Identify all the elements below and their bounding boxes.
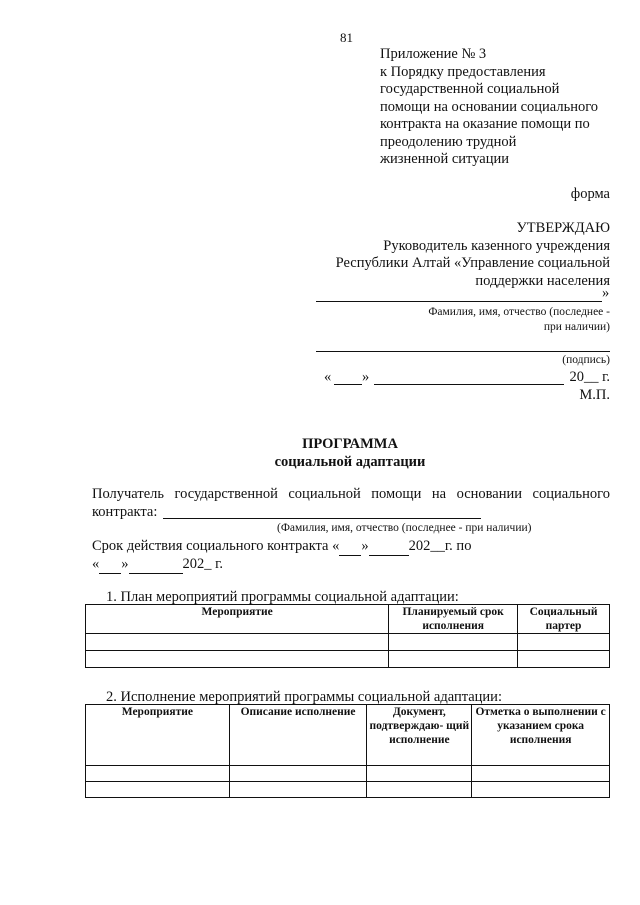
annex-line: преодолению трудной — [380, 133, 517, 150]
section1-heading: 1. План мероприятий программы социальной адаптации: — [106, 589, 459, 605]
exec-cell — [86, 782, 230, 798]
table-row — [86, 782, 610, 798]
name-underline — [316, 288, 602, 302]
forma-label: форма — [570, 186, 610, 202]
date-month-underline — [374, 370, 564, 385]
recipient-hint: (Фамилия, имя, отчество (последнее - при наличии) — [277, 522, 532, 534]
program-title: ПРОГРАММА — [302, 436, 398, 452]
exec-cell — [86, 766, 230, 782]
term-text: » — [361, 538, 369, 554]
closing-quote: » — [602, 285, 610, 301]
fio-hint — [428, 305, 610, 335]
term-text: Срок действия социального контракта « — [92, 538, 340, 554]
fio-hint-line: Фамилия, имя, отчество (последнее - — [428, 306, 610, 318]
annex-line: помощи на основании социального — [380, 98, 599, 115]
table-row — [86, 766, 610, 782]
recipient-underline — [163, 503, 481, 519]
exec-col-header: Мероприятие — [86, 705, 230, 766]
term-line-1 — [92, 538, 471, 556]
term-text: « — [92, 556, 100, 572]
table-row — [86, 634, 610, 651]
signature-underline — [316, 339, 610, 352]
approval-heading: УТВЕРЖДАЮ — [516, 220, 610, 236]
page-number: 81 — [340, 30, 353, 45]
approval-line: Республики Алтай «Управление социальной — [335, 255, 610, 271]
fio-hint-line: при наличии) — [543, 321, 610, 333]
plan-cell — [518, 651, 610, 668]
exec-col-header: Отметка о выполнении с указанием срока исполнения — [472, 705, 610, 766]
plan-cell — [86, 651, 389, 668]
date-year: 20__ г. — [569, 369, 610, 385]
annex-line: к Порядку предоставления — [380, 63, 546, 80]
annex-line: государственной социальной — [380, 81, 560, 97]
term-day-blank — [99, 556, 121, 574]
recipient-line: Получатель государственной социальной помощи на основании социального — [92, 486, 610, 502]
section2-heading: 2. Исполнение мероприятий программы социальной адаптации: — [106, 689, 502, 705]
execution-table — [85, 704, 610, 798]
annex-line: контракта на оказание помощи по — [380, 116, 590, 132]
exec-cell — [367, 766, 472, 782]
approval-line: Руководитель казенного учреждения — [383, 237, 610, 254]
table-row — [86, 651, 610, 668]
exec-cell — [472, 782, 610, 798]
term-month-blank — [369, 538, 409, 556]
term-month-blank — [129, 556, 183, 574]
exec-cell — [472, 766, 610, 782]
date-day-underline — [334, 370, 362, 385]
exec-col-header: Документ, подтверждаю- щий исполнение — [367, 705, 472, 766]
annex-block — [380, 46, 630, 169]
plan-cell — [86, 634, 389, 651]
stamp-label: М.П. — [579, 387, 610, 403]
exec-col-header: Описание исполнение — [229, 705, 367, 766]
approval-block — [270, 220, 610, 290]
exec-cell — [229, 766, 367, 782]
exec-cell — [229, 782, 367, 798]
term-text: 202_ г. — [182, 556, 224, 572]
plan-cell — [389, 634, 518, 651]
term-day-blank — [339, 538, 361, 556]
annex-line: жизненной ситуации — [380, 151, 509, 167]
approval-line: поддержки населения — [475, 272, 610, 289]
date-open-quote: « — [324, 369, 332, 385]
exec-cell — [367, 782, 472, 798]
term-text: 202__г. по — [408, 538, 472, 554]
recipient-contract-label: контракта: — [92, 504, 158, 520]
plan-cell — [389, 651, 518, 668]
plan-col-header: Мероприятие — [86, 605, 389, 634]
signature-hint: (подпись) — [562, 354, 610, 366]
program-subtitle: социальной адаптации — [274, 454, 426, 470]
term-text: » — [121, 556, 129, 572]
term-line-2 — [92, 556, 223, 574]
date-close-quote: » — [362, 369, 370, 385]
plan-cell — [518, 634, 610, 651]
plan-col-header: Планируемый срок исполнения — [389, 605, 518, 634]
annex-line: Приложение № 3 — [380, 46, 487, 62]
plan-col-header: Социальный партер — [518, 605, 610, 634]
plan-table — [85, 604, 610, 668]
